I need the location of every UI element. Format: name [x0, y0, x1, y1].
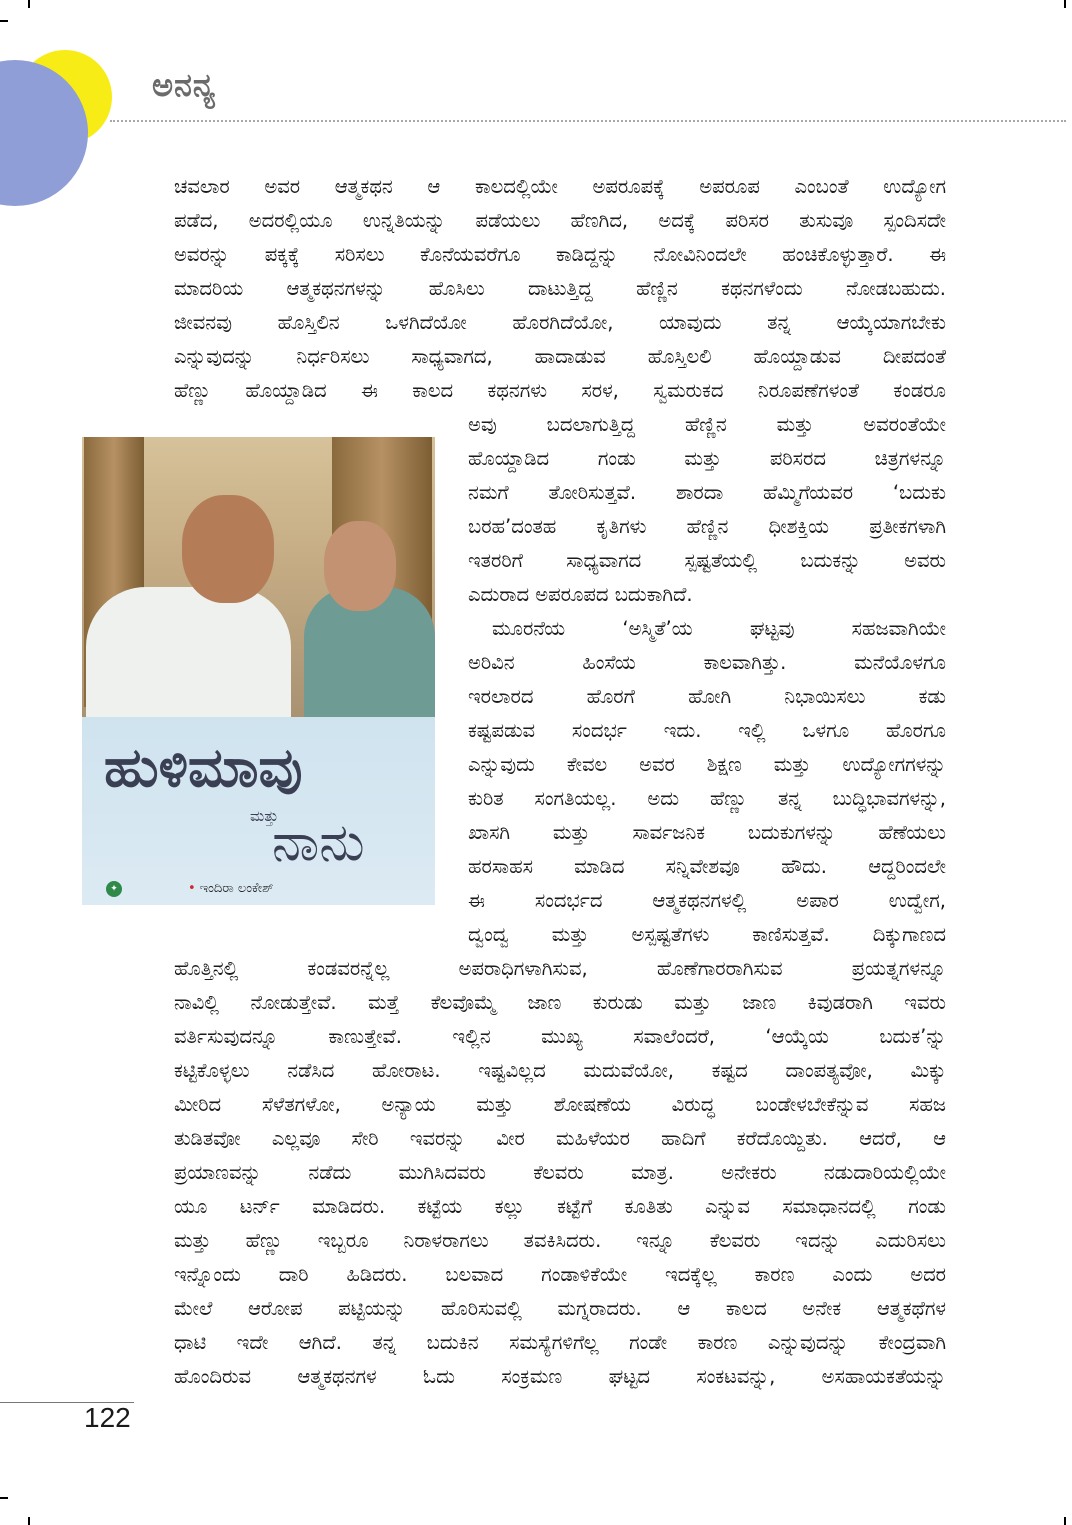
text-line: ತುಡಿತವೋ ಎಲ್ಲವೂ ಸೇರಿ ಇವರನ್ನು ವೀರ ಮಹಿಳೆಯರ ಹಾದಿಗೆ ಕರೆದೊಯ್ದಿತು. ಆದರೆ, ಆ: [174, 1127, 946, 1150]
text-line: ವರ್ತಿಸುವುದನ್ನೂ ಕಾಣುತ್ತೇವೆ. ಇಲ್ಲಿನ ಮುಖ್ಯ ಸವಾಲೆಂದರೆ, ‘ಆಯ್ಕೆಯ ಬದುಕ’ನ್ನು: [174, 1025, 946, 1048]
text-line: ಮೀರಿದ ಸೆಳೆತಗಳೋ, ಅನ್ಯಾಯ ಮತ್ತು ಶೋಷಣೆಯ ವಿರುದ್ಧ ಬಂಡೇಳಬೇಕೆನ್ನುವ ಸಹಜ: [174, 1093, 946, 1116]
running-header-title: ಅನನ್ಯ: [152, 66, 217, 104]
text-line: ಪಡೆದ, ಅದರಲ್ಲಿಯೂ ಉನ್ನತಿಯನ್ನು ಪಡೆಯಲು ಹೆಣಗಿದ, ಅದಕ್ಕೆ ಪರಿಸರ ತುಸುವೂ ಸ್ಪಂದಿಸದೇ: [174, 209, 946, 232]
text-line: ಎನ್ನುವುದು ಕೇವಲ ಅವರ ಶಿಕ್ಷಣ ಮತ್ತು ಉದ್ಯೋಗಗಳನ್ನು: [468, 753, 946, 776]
text-line: ಇರಲಾರದ ಹೊರಗೆ ಹೋಗಿ ನಿಭಾಯಿಸಲು ಕಡು: [468, 685, 946, 708]
text-line: ಪ್ರಯಾಣವನ್ನು ನಡೆದು ಮುಗಿಸಿದವರು ಕೆಲವರು ಮಾತ್ರ. ಅನೇಕರು ನಡುದಾರಿಯಲ್ಲಿಯೇ: [174, 1161, 946, 1184]
text-line: ಯೂ ಟರ್ನ್ ಮಾಡಿದರು. ಕಟ್ಟೆಯ ಕಲ್ಲು ಕಟ್ಟೆಗೆ ಕೂತಿತು ಎನ್ನುವ ಸಮಾಧಾನದಲ್ಲಿ ಗಂಡು: [174, 1195, 946, 1218]
text-line: ಇತರರಿಗೆ ಸಾಧ್ಯವಾಗದ ಸ್ಪಷ್ಟತೆಯಲ್ಲಿ ಬದುಕನ್ನು ಅವರು: [468, 549, 946, 572]
text-line: ಧಾಟಿ ಇದೇ ಆಗಿದೆ. ತನ್ನ ಬದುಕಿನ ಸಮಸ್ಯೆಗಳಿಗೆಲ್ಲ ಗಂಡೇ ಕಾರಣ ಎನ್ನುವುದನ್ನು ಕೇಂದ್ರವಾಗಿ: [174, 1331, 946, 1354]
publisher-logo-icon: ✦: [106, 881, 122, 897]
crop-mark: [0, 1497, 8, 1499]
text-line: ಹೆಣ್ಣು ಹೊಯ್ದಾಡಿದ ಈ ಕಾಲದ ಕಥನಗಳು ಸರಳ, ಸ್ವಮರುಕದ ನಿರೂಪಣೆಗಳಂತೆ ಕಂಡರೂ: [174, 379, 946, 402]
cover-photo-man-face: [182, 495, 274, 603]
text-line: ಕುರಿತ ಸಂಗತಿಯಲ್ಲ. ಅದು ಹೆಣ್ಣು ತನ್ನ ಬುದ್ಧಿಭಾವಗಳನ್ನು,: [468, 787, 946, 810]
book-cover-conjunction: ಮತ್ತು: [250, 807, 279, 825]
text-line: ಬರಹ’ದಂತಹ ಕೃತಿಗಳು ಹೆಣ್ಣಿನ ಧೀಶಕ್ತಿಯ ಪ್ರತೀಕಗಳಾಗಿ: [468, 515, 946, 538]
text-line: ಜೀವನವು ಹೊಸ್ತಿಲಿನ ಒಳಗಿದೆಯೋ ಹೊರಗಿದೆಯೋ, ಯಾವುದು ತನ್ನ ಆಯ್ಕೆಯಾಗಬೇಕು: [174, 311, 946, 334]
text-line: ಕಷ್ಟಪಡುವ ಸಂದರ್ಭ ಇದು. ಇಲ್ಲಿ ಒಳಗೂ ಹೊರಗೂ: [468, 719, 946, 742]
crop-mark: [0, 20, 8, 22]
cover-title-panel: [82, 717, 435, 905]
text-line: ಖಾಸಗಿ ಮತ್ತು ಸಾರ್ವಜನಿಕ ಬದುಕುಗಳನ್ನು ಹೆಣೆಯಲು: [468, 821, 946, 844]
text-line: ಅವರನ್ನು ಪಕ್ಕಕ್ಕೆ ಸರಿಸಲು ಕೊನೆಯವರೆಗೂ ಕಾಡಿದ್ದನ್ನು ನೋವಿನಿಂದಲೇ ಹಂಚಿಕೊಳ್ಳುತ್ತಾರೆ. ಈ: [174, 243, 946, 266]
text-line: ನಾವಿಲ್ಲಿ ನೋಡುತ್ತೇವೆ. ಮತ್ತೆ ಕೆಲವೊಮ್ಮೆ ಜಾಣ ಕುರುಡು ಮತ್ತು ಜಾಣ ಕಿವುಡರಾಗಿ ಇವರು: [174, 991, 946, 1014]
text-line: ಈ ಸಂದರ್ಭದ ಆತ್ಮಕಥನಗಳಲ್ಲಿ ಅಪಾರ ಉದ್ವೇಗ,: [468, 889, 946, 912]
text-line: ಚವಲಾರ ಅವರ ಆತ್ಮಕಥನ ಆ ಕಾಲದಲ್ಲಿಯೇ ಅಪರೂಪಕ್ಕೆ ಅಪರೂಪ ಎಂಬಂತೆ ಉದ್ಯೋಗ: [174, 175, 946, 198]
body-text-top: [174, 170, 946, 408]
body-text-side: [468, 408, 946, 952]
text-line: ಅರಿವಿನ ಹಿಂಸೆಯ ಕಾಲವಾಗಿತ್ತು. ಮನೆಯೊಳಗೂ: [468, 651, 946, 674]
crop-mark: [1064, 0, 1066, 8]
cover-photo: [82, 437, 435, 717]
text-line: ಇನ್ನೊಂದು ದಾರಿ ಹಿಡಿದರು. ಬಲವಾದ ಗಂಡಾಳಿಕೆಯೇ ಇದಕ್ಕೆಲ್ಲ ಕಾರಣ ಎಂದು ಅದರ: [174, 1263, 946, 1286]
body-text-bottom: [174, 952, 946, 1394]
text-line: ಅವು ಬದಲಾಗುತ್ತಿದ್ದ ಹೆಣ್ಣಿನ ಮತ್ತು ಅವರಂತೆಯೇ: [468, 413, 946, 436]
star-icon: •: [188, 881, 196, 896]
crop-mark: [28, 1517, 30, 1525]
text-line: ಹೊಂದಿರುವ ಆತ್ಮಕಥನಗಳ ಓದು ಸಂಕ್ರಮಣ ಘಟ್ಟದ ಸಂಕಟವನ್ನು, ಅಸಹಾಯಕತೆಯನ್ನು: [174, 1365, 946, 1388]
header-dotted-rule: [110, 120, 1066, 122]
text-line: ಹರಸಾಹಸ ಮಾಡಿದ ಸನ್ನಿವೇಶವೂ ಹೌದು. ಆದ್ದರಿಂದಲೇ: [468, 855, 946, 878]
text-line: ದ್ವಂದ್ವ ಮತ್ತು ಅಸ್ಪಷ್ಟತೆಗಳು ಕಾಣಿಸುತ್ತವೆ. ದಿಕ್ಕುಗಾಣದ: [468, 923, 946, 946]
book-cover-subtitle: ನಾನು: [272, 813, 365, 873]
text-line: ಮೂರನೆಯ ‘ಅಸ್ಮಿತೆ’ಯ ಘಟ್ಟವು ಸಹಜವಾಗಿಯೇ: [492, 617, 946, 640]
text-line: ಮತ್ತು ಹೆಣ್ಣು ಇಬ್ಬರೂ ನಿರಾಳರಾಗಲು ತವಕಿಸಿದರು. ಇನ್ನೂ ಕೆಲವರು ಇದನ್ನು ಎದುರಿಸಲು: [174, 1229, 946, 1252]
book-cover-title: ಹುಳಿಮಾವು: [104, 735, 303, 799]
crop-mark: [1064, 1517, 1066, 1525]
text-line: ಮಾದರಿಯ ಆತ್ಮಕಥನಗಳನ್ನು ಹೊಸಿಲು ದಾಟುತ್ತಿದ್ದ ಹೆಣ್ಣಿನ ಕಥನಗಳೆಂದು ನೋಡಬಹುದು.: [174, 277, 946, 300]
text-line: ಹೊತ್ತಿನಲ್ಲಿ ಕಂಡವರನ್ನೆಲ್ಲ ಅಪರಾಧಿಗಳಾಗಿಸುವ, ಹೊಣೆಗಾರರಾಗಿಸುವ ಪ್ರಯತ್ನಗಳನ್ನೂ: [174, 957, 946, 980]
text-line: ಎದುರಾದ ಅಪರೂಪದ ಬದುಕಾಗಿದೆ.: [468, 583, 693, 606]
text-line: ಎನ್ನುವುದನ್ನು ನಿರ್ಧರಿಸಲು ಸಾಧ್ಯವಾಗದ, ಹಾದಾಡುವ ಹೊಸ್ತಿಲಲಿ ಹೊಯ್ದಾಡುವ ದೀಪದಂತೆ: [174, 345, 946, 368]
text-line: ಕಟ್ಟಿಕೊಳ್ಳಲು ನಡೆಸಿದ ಹೋರಾಟ. ಇಷ್ಟವಿಲ್ಲದ ಮದುವೆಯೋ, ಕಷ್ಟದ ದಾಂಪತ್ಯವೋ, ಮಿಕ್ಕು: [174, 1059, 946, 1082]
text-line: ಹೊಯ್ದಾಡಿದ ಗಂಡು ಮತ್ತು ಪರಿಸರದ ಚಿತ್ರಗಳನ್ನೂ: [468, 447, 946, 470]
text-line: ನಮಗೆ ತೋರಿಸುತ್ತವೆ. ಶಾರದಾ ಹೆಮ್ಮಿಗೆಯವರ ‘ಬದುಕು: [468, 481, 946, 504]
book-cover-author: [188, 881, 274, 896]
cover-photo-woman-face: [324, 521, 396, 611]
book-cover-image: [82, 437, 435, 905]
crop-mark: [28, 0, 30, 8]
text-line: ಮೇಲೆ ಆರೋಪ ಪಟ್ಟಿಯನ್ನು ಹೊರಿಸುವಲ್ಲಿ ಮಗ್ನರಾದರು. ಆ ಕಾಲದ ಅನೇಕ ಆತ್ಮಕಥೆಗಳ: [174, 1297, 946, 1320]
cover-photo-man: [86, 587, 291, 722]
book-cover-author-name: ಇಂದಿರಾ ಲಂಕೇಶ್: [199, 881, 274, 896]
page-number: 122: [84, 1402, 131, 1433]
